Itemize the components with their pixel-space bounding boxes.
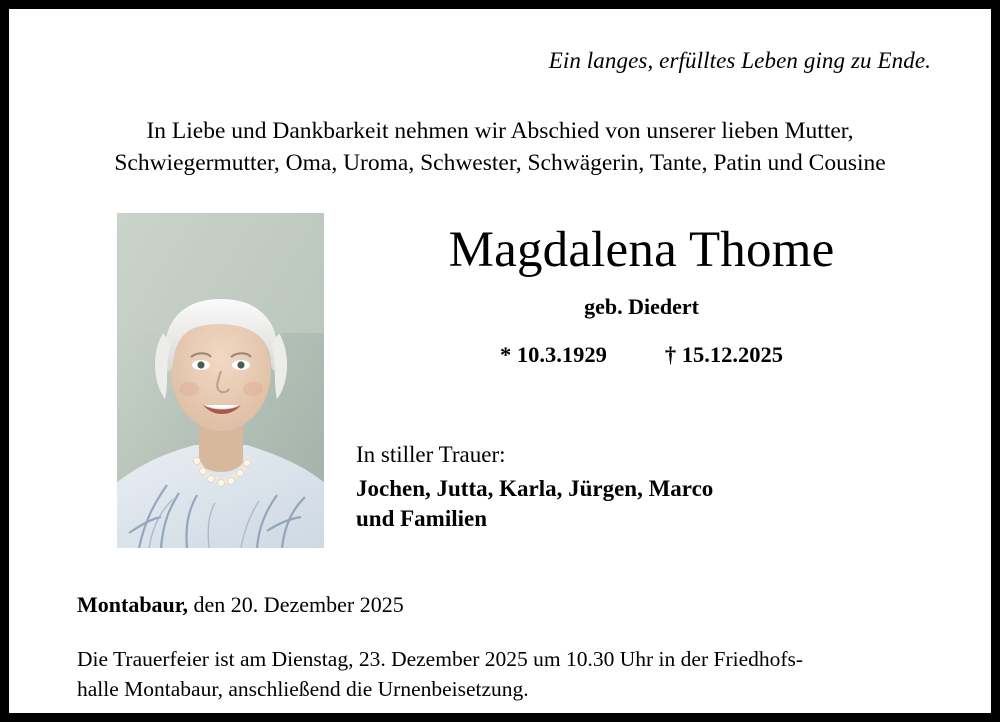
maiden-name: geb. Diedert <box>584 293 699 319</box>
motto-text: Ein langes, erfülltes Leben ging zu Ende. <box>548 48 931 73</box>
mourners-list <box>350 474 937 535</box>
portrait-photo-icon <box>117 213 324 548</box>
death-date: † 15.12.2025 <box>664 341 783 367</box>
birth-date: * 10.3.1929 <box>500 341 607 367</box>
mourning-label: In stiller Trauer: <box>356 441 506 467</box>
place-and-date <box>63 592 937 618</box>
ceremony-line-1: Die Trauerfeier ist am Dienstag, 23. Dezember 2025 um 10.30 Uhr in der Friedhofs- <box>77 646 804 671</box>
ceremony-info <box>63 644 937 705</box>
place-name: Montabaur, <box>77 591 189 617</box>
deceased-details <box>324 213 937 535</box>
mourners-line-2: und Familien <box>356 506 488 532</box>
intro-text <box>63 115 937 180</box>
notice-inner-frame <box>9 9 991 713</box>
deceased-name: Magdalena Thome <box>448 221 835 278</box>
portrait-and-details <box>63 213 937 548</box>
notice-date: den 20. Dezember 2025 <box>188 591 404 617</box>
intro-line-2: Schwiegermutter, Oma, Uroma, Schwester, Schwägerin, Tante, Patin und Cousine <box>114 150 886 177</box>
mourners-line-1: Jochen, Jutta, Karla, Jürgen, Marco <box>356 475 714 501</box>
ceremony-line-2: halle Montabaur, anschließend die Urnenbeisetzung. <box>77 677 529 702</box>
portrait-container <box>63 213 324 548</box>
life-dates <box>350 342 937 368</box>
intro-line-1: In Liebe und Dankbarkeit nehmen wir Abschied von unserer lieben Mutter, <box>146 118 854 144</box>
